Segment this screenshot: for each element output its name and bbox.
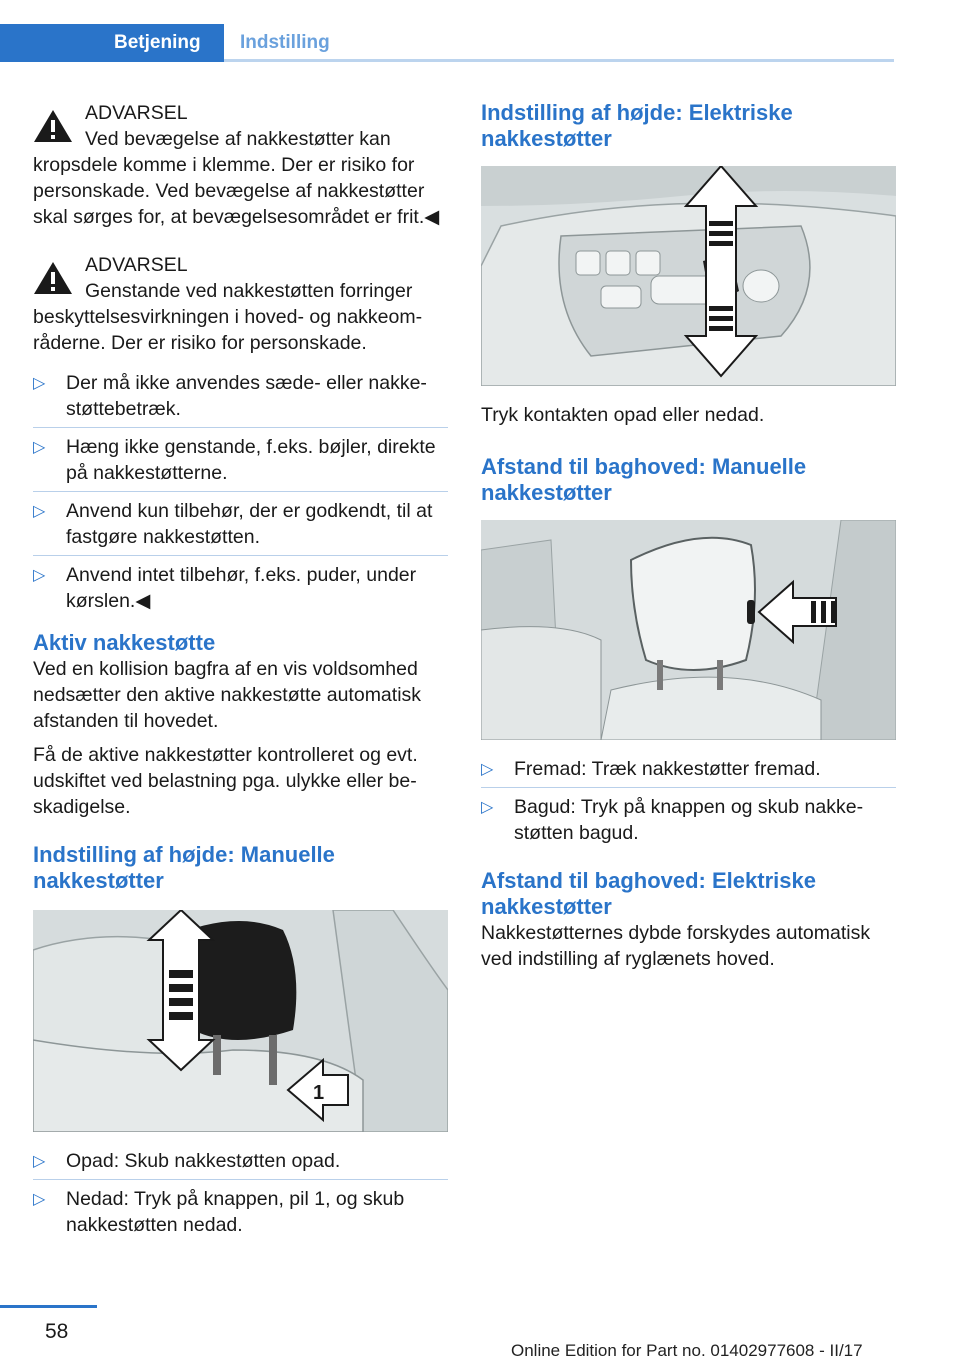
warning-title: ADVARSEL xyxy=(85,102,188,124)
page-number: 58 xyxy=(45,1320,69,1343)
tab-betjening[interactable]: Betjening xyxy=(0,24,224,62)
triangle-bullet-icon: ▷ xyxy=(481,761,494,778)
warning-list xyxy=(33,370,448,614)
warning-text: kropsdele komme i klemme. Der er risiko for xyxy=(33,154,415,176)
triangle-bullet-icon: ▷ xyxy=(33,439,46,456)
triangle-bullet-icon: ▷ xyxy=(33,567,46,584)
list-item: ▷ Opad: Skub nakkestøtten opad. xyxy=(33,1148,448,1180)
list-item: ▷ Der må ikke anvendes sæde- eller nakke-støttebetræk. xyxy=(33,370,448,428)
heading-electric-distance: Afstand til baghoved: Elektriske nakkestøtter xyxy=(481,868,816,919)
triangle-bullet-icon: ▷ xyxy=(33,375,46,392)
list-item: ▷ Nedad: Tryk på knappen, pil 1, og skub nakkestøtten nedad. xyxy=(33,1188,405,1236)
callout-number: 1 xyxy=(313,1082,325,1104)
triangle-bullet-icon: ▷ xyxy=(33,1191,46,1208)
header xyxy=(0,0,894,62)
warning-title: ADVARSEL xyxy=(85,254,188,276)
manual-distance-list xyxy=(481,756,896,846)
header-rule xyxy=(224,59,894,62)
triangle-bullet-icon: ▷ xyxy=(33,1153,46,1170)
list-item: ▷ Bagud: Tryk på knappen og skub nakke-støtten bagud. xyxy=(481,796,864,844)
warning-text: personskade. Ved bevægelse af nakkestøtter xyxy=(33,180,425,202)
warning-text: råderne. Der er risiko for personskade. xyxy=(33,332,367,354)
heading-manual-height: Indstilling af højde: Manuelle nakkestøtter xyxy=(33,842,335,893)
manual-height-list xyxy=(33,1148,448,1238)
warning-text: Genstande ved nakkestøtten forringer xyxy=(85,280,413,302)
warning-text: beskyttelsesvirkningen i hoved- og nakkeom- xyxy=(33,306,423,328)
heading-electric-height: Indstilling af højde: Elektriske nakkestøtter xyxy=(481,100,793,151)
list-item: ▷ Anvend intet tilbehør, f.eks. puder, under kørslen.◀ xyxy=(33,564,417,612)
triangle-bullet-icon: ▷ xyxy=(33,503,46,520)
warning-text: Ved bevægelse af nakkestøtter kan xyxy=(85,128,391,150)
figure-manual-headrest xyxy=(33,910,448,1132)
heading-aktiv: Aktiv nakkestøtte xyxy=(33,630,216,655)
list-item: ▷ Anvend kun tilbehør, der er godkendt, til at fastgøre nakkestøtten. xyxy=(33,498,448,556)
list-item: ▷ Fremad: Træk nakkestøtter fremad. xyxy=(481,756,896,788)
figure-seat-switch xyxy=(481,166,896,386)
left-column xyxy=(33,100,448,1244)
warning-1 xyxy=(33,100,448,230)
tab-indstilling[interactable]: Indstilling xyxy=(240,32,330,53)
heading-manual-distance: Afstand til baghoved: Manuelle nakkestøtter xyxy=(481,454,807,505)
footer-rule xyxy=(0,1305,97,1308)
warning-icon xyxy=(33,260,73,296)
right-column xyxy=(481,100,896,972)
paragraph: Tryk kontakten opad eller nedad. xyxy=(481,404,765,426)
warning-text: skal sørges for, at bevægelsesområdet er frit.◀ xyxy=(33,206,440,228)
list-item: ▷ Hæng ikke genstande, f.eks. bøjler, direkte på nakkestøtterne. xyxy=(33,434,448,492)
paragraph: Få de aktive nakkestøtter kontrolleret og evt. udskiftet ved belastning pga. ulykke eller be-skadigelse. xyxy=(33,744,418,818)
figure-headrest-side xyxy=(481,520,896,740)
triangle-bullet-icon: ▷ xyxy=(481,799,494,816)
warning-icon xyxy=(33,108,73,144)
paragraph: Ved en kollision bagfra af en vis voldsomhed nedsætter den aktive nakkestøtte automatisk afstanden til hovedet. xyxy=(33,658,422,732)
edition-text: Online Edition for Part no. 01402977608 - II/17 xyxy=(511,1341,863,1360)
paragraph: Nakkestøtternes dybde forskydes automatisk ved indstilling af ryglænets hoved. xyxy=(481,922,871,970)
warning-2 xyxy=(33,252,448,356)
